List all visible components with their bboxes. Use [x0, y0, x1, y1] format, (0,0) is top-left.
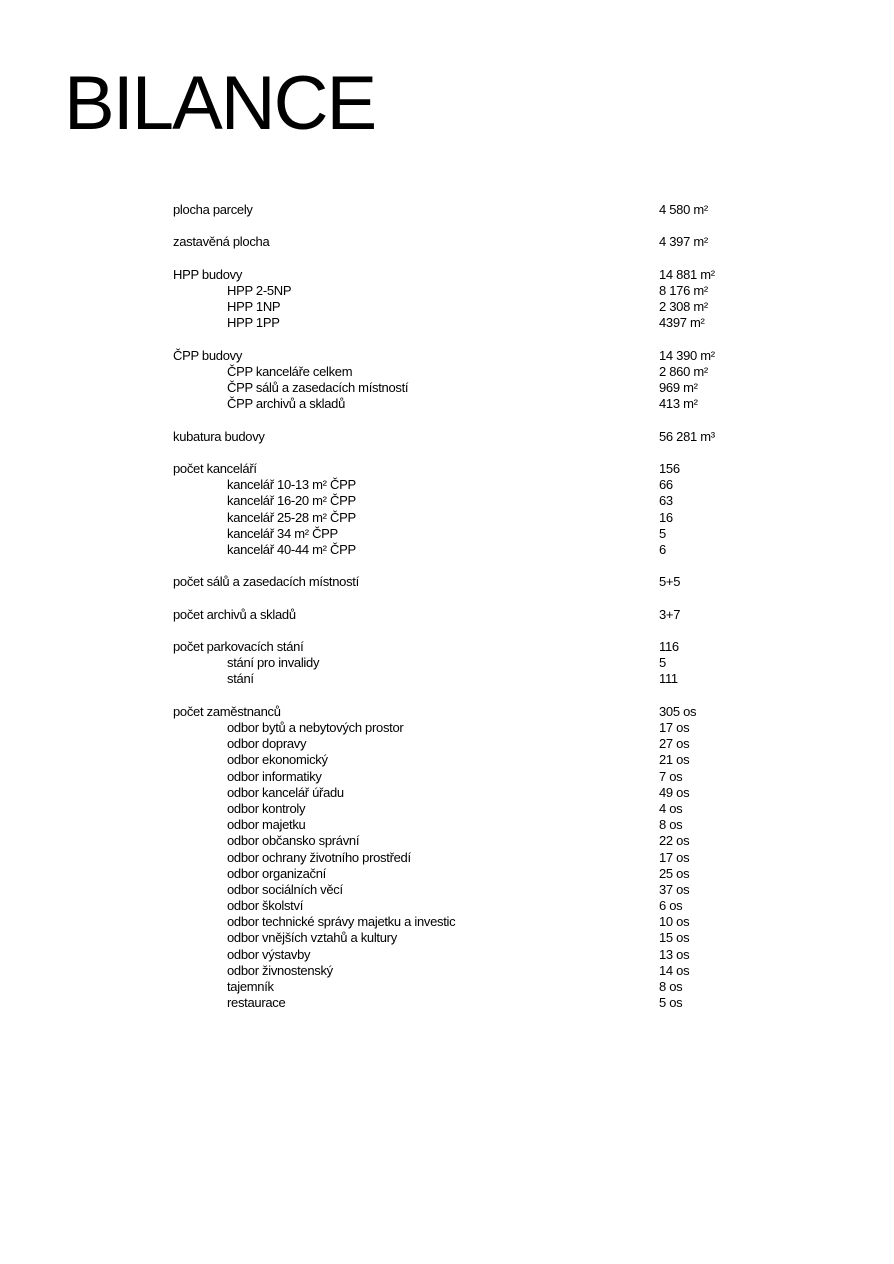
row-label: stání: [227, 671, 254, 687]
table-row: [173, 267, 793, 283]
table-subrow: [173, 866, 793, 882]
page-title: BILANCE: [64, 61, 376, 146]
row-value: 49 os: [659, 784, 690, 800]
row-label: počet archivů a skladů: [173, 606, 296, 622]
row-label: odbor majetku: [227, 817, 306, 833]
row-value: 4 os: [659, 800, 683, 816]
row-label: ČPP sálů a zasedacích místností: [227, 380, 409, 396]
row-value: 2 308 m²: [659, 299, 708, 315]
table-subrow: [173, 493, 793, 509]
table-row: [173, 704, 793, 720]
row-label: tajemník: [227, 979, 274, 994]
table-subrow: [173, 833, 793, 849]
row-label: HPP 2-5NP: [227, 282, 292, 298]
table-subrow: [173, 963, 793, 979]
row-label: odbor organizační: [227, 865, 326, 881]
row-label: kancelář 10-13 m² ČPP: [227, 477, 356, 493]
row-value: 969 m²: [659, 380, 698, 396]
row-value: 21 os: [659, 752, 690, 768]
row-value: 10 os: [659, 914, 690, 930]
row-label: odbor občansko správní: [227, 833, 360, 849]
row-label: restaurace: [227, 995, 286, 1011]
row-label: kancelář 34 m² ČPP: [227, 525, 338, 541]
table-group: [173, 348, 793, 413]
table-subrow: [173, 736, 793, 752]
row-value: 8 176 m²: [659, 282, 708, 298]
table-subrow: [173, 769, 793, 785]
row-label: odbor ochrany životního prostředí: [227, 849, 411, 865]
row-value: 111: [659, 671, 678, 687]
row-value: 8 os: [659, 979, 683, 994]
table-subrow: [173, 801, 793, 817]
row-value: 22 os: [659, 833, 690, 849]
row-value: 27 os: [659, 736, 690, 752]
table-group: [173, 267, 793, 332]
row-value: 5+5: [659, 574, 681, 590]
table-subrow: [173, 882, 793, 898]
table-subrow: [173, 817, 793, 833]
table-row: [173, 234, 793, 250]
row-label: stání pro invalidy: [227, 655, 320, 671]
table-subrow: [173, 898, 793, 914]
row-value: 14 os: [659, 962, 690, 978]
row-value: 116: [659, 639, 679, 655]
table-subrow: [173, 914, 793, 930]
table-subrow: [173, 671, 793, 687]
table-subrow: [173, 542, 793, 558]
row-value: 4397 m²: [659, 315, 705, 331]
table-row: [173, 348, 793, 364]
table-subrow: [173, 283, 793, 299]
table-row: [173, 461, 793, 477]
row-label: kancelář 40-44 m² ČPP: [227, 541, 356, 557]
row-label: ČPP budovy: [173, 347, 243, 363]
row-label: ČPP kanceláře celkem: [227, 363, 353, 379]
row-value: 5: [659, 525, 666, 541]
row-label: ČPP archivů a skladů: [227, 396, 346, 412]
table-subrow: [173, 995, 793, 1011]
table-subrow: [173, 299, 793, 315]
row-label: HPP 1NP: [227, 299, 281, 315]
row-label: počet sálů a zasedacích místností: [173, 574, 359, 590]
row-label: odbor dopravy: [227, 736, 307, 752]
table-row: [173, 202, 793, 218]
row-value: 14 390 m²: [659, 347, 715, 363]
table-row: [173, 429, 793, 445]
table-row: [173, 639, 793, 655]
row-value: 56 281 m³: [659, 428, 715, 444]
table-subrow: [173, 655, 793, 671]
table-group: [173, 429, 793, 445]
table-row: [173, 607, 793, 623]
row-value: 7 os: [659, 768, 683, 784]
row-label: odbor informatiky: [227, 768, 322, 784]
table-subrow: [173, 510, 793, 526]
row-label: odbor kancelář úřadu: [227, 784, 344, 800]
row-label: počet kanceláří: [173, 461, 257, 476]
table-subrow: [173, 947, 793, 963]
row-value: 63: [659, 493, 673, 509]
row-label: odbor školství: [227, 898, 304, 914]
row-value: 6 os: [659, 898, 683, 914]
table-row: [173, 574, 793, 590]
row-label: kancelář 25-28 m² ČPP: [227, 509, 356, 525]
row-value: 5 os: [659, 995, 683, 1011]
row-value: 6: [659, 541, 666, 557]
row-label: odbor bytů a nebytových prostor: [227, 720, 404, 735]
table-subrow: [173, 752, 793, 768]
table-subrow: [173, 720, 793, 736]
row-value: 2 860 m²: [659, 363, 708, 379]
table-subrow: [173, 850, 793, 866]
row-value: 16: [659, 509, 673, 525]
row-value: 4 397 m²: [659, 234, 708, 250]
table-subrow: [173, 477, 793, 493]
row-value: 13 os: [659, 946, 690, 962]
table-subrow: [173, 364, 793, 380]
row-label: odbor technické správy majetku a investic: [227, 914, 456, 930]
table-subrow: [173, 979, 793, 995]
table-subrow: [173, 396, 793, 412]
bilance-table: [173, 202, 793, 1028]
row-label: odbor kontroly: [227, 800, 306, 816]
row-value: 5: [659, 655, 666, 671]
row-label: počet zaměstnanců: [173, 703, 281, 719]
table-subrow: [173, 930, 793, 946]
table-subrow: [173, 785, 793, 801]
row-label: HPP 1PP: [227, 315, 280, 331]
row-label: počet parkovacích stání: [173, 639, 304, 655]
table-subrow: [173, 380, 793, 396]
row-label: odbor ekonomický: [227, 752, 328, 768]
row-value: 305 os: [659, 703, 697, 719]
row-label: HPP budovy: [173, 266, 243, 282]
row-value: 17 os: [659, 720, 690, 735]
row-value: 66: [659, 477, 673, 493]
table-subrow: [173, 526, 793, 542]
row-label: kubatura budovy: [173, 428, 265, 444]
row-label: kancelář 16-20 m² ČPP: [227, 493, 356, 509]
row-label: odbor sociálních věcí: [227, 881, 343, 897]
table-group: [173, 704, 793, 1012]
table-group: [173, 639, 793, 688]
row-value: 8 os: [659, 817, 683, 833]
table-group: [173, 574, 793, 590]
row-value: 3+7: [659, 606, 681, 622]
row-label: plocha parcely: [173, 202, 253, 217]
table-group: [173, 607, 793, 623]
row-value: 17 os: [659, 849, 690, 865]
table-group: [173, 234, 793, 250]
row-label: odbor výstavby: [227, 946, 311, 962]
table-subrow: [173, 315, 793, 331]
row-label: zastavěná plocha: [173, 234, 270, 250]
row-value: 25 os: [659, 865, 690, 881]
table-group: [173, 461, 793, 558]
row-value: 15 os: [659, 930, 690, 946]
row-label: odbor živnostenský: [227, 962, 333, 978]
row-value: 37 os: [659, 881, 690, 897]
row-label: odbor vnějších vztahů a kultury: [227, 930, 397, 946]
row-value: 156: [659, 461, 680, 476]
row-value: 413 m²: [659, 396, 698, 412]
table-group: [173, 202, 793, 218]
row-value: 14 881 m²: [659, 266, 715, 282]
row-value: 4 580 m²: [659, 202, 708, 217]
